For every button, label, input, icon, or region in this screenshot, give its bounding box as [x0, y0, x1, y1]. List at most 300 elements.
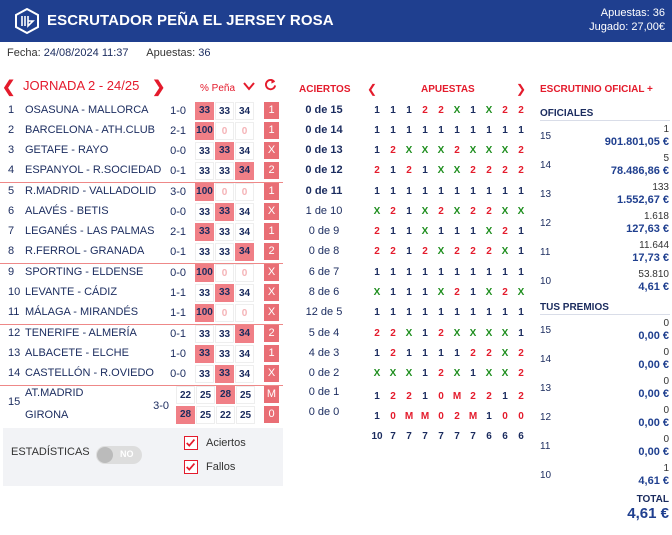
bet-cell: 1 [502, 307, 508, 318]
premio-count: 0 [663, 376, 669, 387]
bet-cell: X [437, 165, 445, 176]
match-name[interactable]: R.MADRID - VALLADOLID [25, 185, 157, 197]
premio-category: 11 [540, 441, 551, 452]
pct-cell: 100 [195, 304, 214, 322]
pct-cell: 0 [215, 183, 234, 201]
premio-amount: 0,00 € [638, 417, 669, 429]
row-number: 10 [8, 286, 21, 298]
bet-cell: 1 [406, 226, 412, 237]
aciertos-header: ACIERTOS [299, 84, 351, 95]
pct-cell: 33 [215, 243, 234, 261]
row-number: 6 [8, 205, 15, 217]
fallos-checkbox-label: Fallos [206, 461, 236, 473]
aciertos-value: 0 de 1 [308, 386, 340, 398]
result-sign: 2 [264, 243, 279, 260]
bet-cell: 1 [422, 267, 428, 278]
result-sign: 1 [264, 223, 279, 240]
pct-cell: 100 [195, 183, 214, 201]
pct-cell: 25 [196, 386, 215, 404]
bet-cell: 2 [470, 348, 476, 359]
bet-cell: 2 [406, 391, 412, 402]
result-sign: X [264, 304, 279, 321]
result-sign: 0 [264, 406, 279, 423]
oficial-winners: 1 [663, 124, 669, 135]
match-name-home[interactable]: AT.MADRID [25, 387, 84, 399]
bet-cell: 1 [470, 287, 476, 298]
bet-cell: 2 [422, 246, 428, 257]
bet-cell: 1 [422, 328, 428, 339]
match-score: 0-0 [170, 145, 186, 157]
aciertos-value: 0 de 13 [305, 144, 343, 156]
pct-cell: 33 [195, 365, 214, 383]
bet-count: 10 [371, 431, 383, 442]
aciertos-value: 0 de 12 [305, 164, 343, 176]
pct-cell: 33 [215, 142, 234, 160]
bet-cell: X [405, 145, 413, 156]
aciertos-value: 0 de 2 [308, 367, 340, 379]
bet-cell: 1 [454, 186, 460, 197]
row-number: 13 [8, 347, 21, 359]
bet-cell: 2 [470, 246, 476, 257]
apuestas-header: APUESTAS [421, 84, 475, 95]
bet-cell: 1 [454, 125, 460, 136]
pct-cell: 33 [195, 325, 214, 343]
oficial-header[interactable]: ESCRUTINIO OFICIAL + [540, 84, 653, 95]
aciertos-checkbox-label: Aciertos [206, 437, 246, 449]
bet-cell: 1 [390, 226, 396, 237]
aciertos-value: 4 de 3 [308, 347, 340, 359]
bet-cell: 1 [422, 287, 428, 298]
match-score: 0-1 [170, 165, 186, 177]
reload-icon[interactable] [264, 78, 277, 91]
match-name[interactable]: LEGANÉS - LAS PALMAS [25, 225, 155, 237]
bet-cell: 0 [518, 411, 524, 422]
bet-cell: X [421, 145, 429, 156]
fecha-value: 24/08/2024 11:37 [43, 47, 129, 59]
pct-cell: 0 [235, 122, 254, 140]
bet-cell: X [453, 105, 461, 116]
bet-cell: 1 [390, 287, 396, 298]
bet-cell: 1 [470, 186, 476, 197]
match-name[interactable]: ALBACETE - ELCHE [25, 347, 129, 359]
bet-cell: 1 [470, 105, 476, 116]
match-score: 3-0 [170, 186, 186, 198]
result-sign: 1 [264, 345, 279, 362]
bet-count: 6 [502, 431, 508, 442]
bet-cell: X [405, 328, 413, 339]
bet-cell: 2 [374, 165, 380, 176]
bet-cell: 2 [454, 287, 460, 298]
bet-cell: 1 [438, 226, 444, 237]
row-number: 7 [8, 225, 15, 237]
bet-cell: 1 [406, 206, 412, 217]
aciertos-value: 0 de 8 [308, 245, 340, 257]
bet-cell: X [501, 145, 509, 156]
pct-cell: 33 [195, 243, 214, 261]
bet-cell: 2 [374, 328, 380, 339]
bet-cell: 1 [374, 307, 380, 318]
jornada-title: JORNADA 2 - 24/25 [23, 78, 140, 93]
pct-cell: 34 [235, 365, 254, 383]
bet-cell: 0 [502, 411, 508, 422]
bet-cell: X [437, 145, 445, 156]
match-name[interactable]: BARCELONA - ATH.CLUB [25, 124, 155, 136]
bet-cell: 1 [422, 307, 428, 318]
bet-cell: 1 [470, 267, 476, 278]
aciertos-checkbox[interactable] [184, 436, 198, 450]
match-name[interactable]: TENERIFE - ALMERÍA [25, 327, 137, 339]
bet-cell: X [405, 368, 413, 379]
result-sign: 1 [264, 183, 279, 200]
pct-cell: 28 [216, 386, 235, 404]
bet-cell: 1 [486, 267, 492, 278]
bet-cell: 1 [374, 105, 380, 116]
row-number: 14 [8, 367, 21, 379]
row-number: 2 [8, 124, 15, 136]
match-name[interactable]: GETAFE - RAYO [25, 144, 109, 156]
bet-cell: X [373, 206, 381, 217]
aciertos-value: 0 de 14 [305, 124, 343, 136]
bet-cell: 1 [422, 165, 428, 176]
bet-cell: X [485, 328, 493, 339]
bet-cell: X [485, 105, 493, 116]
fallos-checkbox[interactable] [184, 460, 198, 474]
divider [540, 314, 670, 315]
match-name[interactable]: SPORTING - ELDENSE [25, 266, 144, 278]
jornada-prev-button[interactable]: ❮ [2, 79, 16, 96]
bet-cell: 0 [438, 411, 444, 422]
bet-cell: X [485, 368, 493, 379]
match-name-away[interactable]: GIRONA [25, 409, 69, 421]
result-sign: X [264, 284, 279, 301]
bet-cell: 2 [518, 165, 524, 176]
bet-cell: X [373, 368, 381, 379]
bet-cell: 2 [422, 105, 428, 116]
pct-cell: 33 [195, 284, 214, 302]
bet-count: 7 [406, 431, 412, 442]
premio-category: 13 [540, 383, 552, 394]
row-number: 11 [8, 306, 20, 318]
match-score: 1-0 [170, 105, 186, 117]
oficial-prize: 127,63 € [626, 223, 669, 235]
match-name[interactable]: ALAVÉS - BETIS [25, 205, 109, 217]
match-score: 0-0 [170, 206, 186, 218]
row-number: 12 [8, 327, 21, 339]
pct-cell: 33 [195, 203, 214, 221]
bet-cell: 1 [374, 186, 380, 197]
bet-cell: 2 [438, 105, 444, 116]
premio-category: 14 [540, 354, 552, 365]
apuestas-value: 36 [198, 47, 211, 59]
bet-cell: 1 [406, 267, 412, 278]
bet-cell: X [453, 206, 461, 217]
bet-cell: 2 [518, 391, 524, 402]
result-sign: X [264, 203, 279, 220]
match-name[interactable]: R.FERROL - GRANADA [25, 245, 145, 257]
bet-cell: X [453, 328, 461, 339]
pct-cell: 33 [215, 223, 234, 241]
pct-cell: 0 [215, 122, 234, 140]
bet-cell: X [437, 287, 445, 298]
bet-cell: 2 [486, 391, 492, 402]
bet-cell: X [501, 246, 509, 257]
pct-cell: 22 [176, 386, 195, 404]
bet-cell: X [373, 287, 381, 298]
match-score: 0-0 [170, 267, 186, 279]
bet-cell: 1 [518, 328, 524, 339]
oficial-category: 11 [540, 247, 551, 258]
bet-count: 6 [486, 431, 492, 442]
bet-cell: 2 [390, 206, 396, 217]
bet-cell: 1 [486, 411, 492, 422]
aciertos-value: 8 de 6 [308, 286, 340, 298]
pct-cell: 33 [215, 365, 234, 383]
bet-cell: X [485, 226, 493, 237]
match-name[interactable]: OSASUNA - MALLORCA [25, 104, 149, 116]
bet-cell: 1 [390, 186, 396, 197]
bet-cell: 0 [438, 391, 444, 402]
jornada-next-button[interactable]: ❯ [152, 79, 166, 96]
bet-cell: X [501, 328, 509, 339]
check-icon [185, 461, 197, 473]
bet-cell: 2 [406, 165, 412, 176]
bet-cell: 2 [486, 348, 492, 359]
bet-cell: X [517, 206, 525, 217]
bet-cell: 1 [502, 125, 508, 136]
bet-cell: 2 [518, 145, 524, 156]
bet-cell: 1 [438, 267, 444, 278]
bet-cell: 2 [470, 165, 476, 176]
bet-cell: X [485, 287, 493, 298]
divider [540, 120, 670, 121]
stats-toggle-knob[interactable] [97, 447, 113, 463]
bet-cell: 1 [438, 125, 444, 136]
match-score: 1-1 [170, 287, 186, 299]
premio-count: 1 [663, 463, 669, 474]
bet-cell: 2 [486, 165, 492, 176]
pct-cell: 34 [235, 345, 254, 363]
bet-cell: 1 [406, 287, 412, 298]
bet-cell: 1 [454, 267, 460, 278]
pct-cell: 33 [195, 223, 214, 241]
bet-cell: 1 [422, 125, 428, 136]
bet-cell: 2 [486, 206, 492, 217]
aciertos-value: 0 de 15 [305, 104, 343, 116]
pct-cell: 34 [235, 325, 254, 343]
bet-cell: 1 [438, 186, 444, 197]
bet-cell: M [420, 411, 430, 422]
bet-cell: M [452, 391, 462, 402]
oficial-category: 14 [540, 160, 552, 171]
bet-cell: 2 [518, 105, 524, 116]
pct-cell: 33 [215, 102, 234, 120]
bet-cell: 1 [438, 348, 444, 359]
result-sign: X [264, 365, 279, 382]
match-score: 1-1 [170, 307, 186, 319]
match-score: 0-1 [170, 246, 186, 258]
bet-cell: M [404, 411, 414, 422]
pct-cell: 0 [235, 264, 254, 282]
premio-count: 0 [663, 318, 669, 329]
match-name[interactable]: ESPANYOL - R.SOCIEDAD [25, 164, 162, 176]
aciertos-value: 5 de 4 [308, 327, 340, 339]
row-number: 9 [8, 266, 15, 278]
pct-cell: 33 [195, 142, 214, 160]
bet-count: 7 [470, 431, 476, 442]
bet-cell: X [501, 206, 509, 217]
aciertos-value: 6 de 7 [308, 266, 340, 278]
apuestas-label: Apuestas: [146, 47, 196, 59]
bet-cell: 1 [374, 391, 380, 402]
pct-cell: 34 [235, 284, 254, 302]
bet-cell: M [468, 411, 478, 422]
result-sign: X [264, 142, 279, 159]
pct-cell: 0 [235, 183, 254, 201]
row-number: 5 [8, 185, 15, 197]
premio-amount: 0,00 € [638, 330, 669, 342]
premio-category: 10 [540, 470, 552, 481]
bet-cell: 1 [486, 307, 492, 318]
apuestas-next-button[interactable]: ❯ [516, 82, 527, 96]
bet-count: 7 [438, 431, 444, 442]
bet-cell: 2 [390, 348, 396, 359]
result-sign: 2 [264, 325, 279, 342]
bet-cell: 2 [470, 391, 476, 402]
premios-label: TUS PREMIOS [540, 302, 609, 313]
match-score: 0-1 [170, 328, 186, 340]
bet-cell: 1 [390, 165, 396, 176]
bet-cell: X [453, 165, 461, 176]
bet-cell: 2 [374, 246, 380, 257]
bet-cell: 1 [502, 186, 508, 197]
bet-cell: 2 [390, 391, 396, 402]
pct-cell: 33 [215, 203, 234, 221]
bet-cell: 2 [390, 328, 396, 339]
bet-cell: 1 [470, 226, 476, 237]
bet-cell: 1 [406, 307, 412, 318]
bet-cell: 1 [406, 246, 412, 257]
match-name[interactable]: LEVANTE - CÁDIZ [25, 286, 118, 298]
bet-cell: 2 [438, 328, 444, 339]
row-number: 4 [8, 164, 15, 176]
result-sign: M [264, 386, 279, 403]
bet-cell: 2 [390, 246, 396, 257]
bet-cell: 1 [374, 125, 380, 136]
match-name[interactable]: MÁLAGA - MIRANDÉS [25, 306, 139, 318]
bet-cell: 2 [454, 411, 460, 422]
pct-cell: 34 [235, 243, 254, 261]
bet-cell: 1 [406, 186, 412, 197]
pct-cell: 34 [235, 162, 254, 180]
bet-count: 6 [518, 431, 524, 442]
premio-category: 15 [540, 325, 552, 336]
row-number: 3 [8, 144, 15, 156]
bet-cell: 1 [470, 125, 476, 136]
bet-cell: 1 [518, 307, 524, 318]
bet-cell: X [421, 226, 429, 237]
bet-cell: 1 [486, 125, 492, 136]
bet-cell: X [501, 368, 509, 379]
bet-count: 7 [454, 431, 460, 442]
apuestas-prev-button[interactable]: ❮ [367, 82, 378, 96]
bet-count: 7 [422, 431, 428, 442]
bet-cell: 2 [502, 287, 508, 298]
premio-amount: 0,00 € [638, 446, 669, 458]
pct-cell: 33 [215, 345, 234, 363]
pct-cell: 33 [215, 162, 234, 180]
bet-cell: 1 [518, 226, 524, 237]
oficial-winners: 1.618 [643, 211, 669, 222]
chevron-down-icon[interactable] [242, 80, 256, 92]
bet-cell: 2 [470, 206, 476, 217]
bet-cell: 1 [390, 125, 396, 136]
premio-amount: 4,61 € [638, 475, 669, 487]
pct-cell: 100 [195, 122, 214, 140]
total-value: 4,61 € [627, 505, 669, 522]
bet-cell: 1 [422, 186, 428, 197]
bet-cell: 1 [374, 348, 380, 359]
pct-cell: 28 [176, 406, 195, 424]
bet-cell: 2 [454, 145, 460, 156]
bet-cell: X [469, 328, 477, 339]
bet-cell: 1 [406, 125, 412, 136]
pct-cell: 0 [215, 304, 234, 322]
bet-cell: X [469, 145, 477, 156]
bet-cell: 1 [486, 186, 492, 197]
bet-cell: 2 [486, 246, 492, 257]
premio-count: 0 [663, 434, 669, 445]
match-score: 2-1 [170, 226, 186, 238]
bet-cell: 1 [374, 145, 380, 156]
bet-cell: 1 [518, 246, 524, 257]
match-name[interactable]: CASTELLÓN - R.OVIEDO [25, 367, 154, 379]
pct-cell: 33 [215, 284, 234, 302]
pct-cell: 33 [215, 325, 234, 343]
bet-cell: 2 [454, 246, 460, 257]
match-score: 2-1 [170, 125, 186, 137]
pct-cell: 34 [235, 142, 254, 160]
bet-cell: X [389, 368, 397, 379]
bet-cell: 1 [502, 391, 508, 402]
bet-cell: 2 [438, 368, 444, 379]
result-sign: 1 [264, 102, 279, 119]
pct-cell: 33 [195, 102, 214, 120]
bet-count: 7 [390, 431, 396, 442]
oficial-prize: 4,61 € [638, 281, 669, 293]
bet-cell: 1 [502, 267, 508, 278]
bet-cell: 2 [518, 368, 524, 379]
bet-cell: X [421, 206, 429, 217]
match-score: 0-0 [170, 368, 186, 380]
match-score: 3-0 [153, 400, 169, 412]
bet-cell: 2 [502, 105, 508, 116]
bet-cell: 1 [454, 348, 460, 359]
bet-cell: 1 [422, 348, 428, 359]
oficial-prize: 901.801,05 € [604, 136, 669, 148]
aciertos-value: 1 de 10 [305, 205, 343, 217]
bet-cell: 2 [374, 226, 380, 237]
bet-cell: X [453, 368, 461, 379]
bet-cell: 1 [518, 186, 524, 197]
meta-line [7, 47, 211, 59]
bet-cell: 1 [390, 267, 396, 278]
header-jugado: Jugado: 27,00€ [589, 21, 665, 33]
aciertos-value: 12 de 5 [305, 306, 343, 318]
pct-cell: 22 [216, 406, 235, 424]
oficial-category: 15 [540, 131, 552, 142]
pct-cell: 25 [236, 386, 255, 404]
oficial-winners: 11.644 [639, 240, 669, 251]
